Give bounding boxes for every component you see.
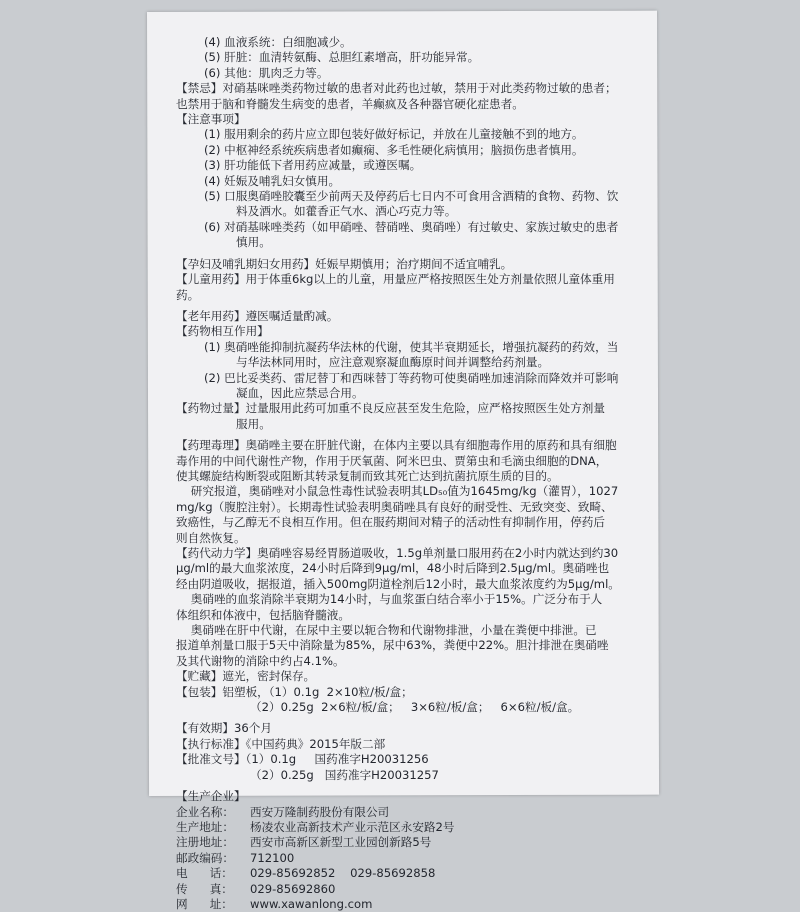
field-value: 西安市高新区新型工业园创新路5号	[250, 835, 432, 850]
pk-line: 奥硝唑在肝中代谢，在尿中主要以轭合物和代谢物排泄，小量在粪便中排泄。已	[176, 623, 597, 638]
section-pharmacology-toxicology	[176, 438, 646, 546]
section-storage: 【贮藏】遮光，密封保存。	[176, 669, 316, 684]
pk-line: 及其代谢物的消除中约占4.1%。	[176, 653, 345, 668]
caution-item: (1) 服用剩余的药片应立即包装好做好标记，并放在儿童接触不到的地方。	[204, 127, 584, 142]
field-value: 712100	[250, 850, 295, 865]
adverse-blood: (4) 血液系统：白细胞减少。	[204, 35, 352, 49]
section-elderly: 【老年用药】遵医嘱适量酌减。	[176, 308, 339, 323]
section-children	[176, 272, 646, 303]
overdose-line: 服用。	[236, 416, 271, 431]
section-pharmacokinetics	[176, 546, 646, 669]
section-overdose	[176, 401, 646, 432]
pharmtox-line: 则自然恢复。	[176, 530, 246, 545]
field-label: 邮政编码：	[176, 850, 234, 865]
production-address-row	[176, 820, 646, 835]
contra-line: 也禁用于脑和脊髓发生病变的患者，羊癫疯及各种器官硬化症患者。	[176, 96, 524, 111]
caution-item-cont: 料及酒水。如藿香正气水、酒心巧克力等。	[236, 204, 457, 219]
interaction-item: (2) 巴比妥类药、雷尼替丁和西咪替丁等药物可使奥硝唑加速消除而降效并可影响	[204, 370, 619, 385]
website-row	[176, 897, 646, 912]
caution-item: (4) 妊娠及哺乳妇女慎用。	[204, 173, 341, 188]
section-interactions	[176, 324, 646, 401]
approval-line: （2）0.25g 国药准字H20031257	[250, 767, 439, 782]
postal-code-row	[176, 851, 646, 866]
children-line: 药。	[176, 287, 200, 302]
leaflet-content	[176, 35, 646, 912]
pharmtox-line: 研究报道，奥硝唑对小鼠急性毒性试验表明其LD₅₀值为1645mg/kg（灌胃），1027	[176, 484, 619, 499]
children-line: 【儿童用药】用于体重6kg以上的儿童，用量应严格按照医生处方剂量依照儿童体重用	[176, 272, 615, 287]
caution-item: (3) 肝功能低下者用药应减量，或遵医嘱。	[204, 158, 422, 173]
section-approval	[176, 752, 646, 783]
phone-value: 029-85692852 029-85692858	[250, 866, 436, 881]
pharmtox-line: 毒作用的中间代谢性产物，作用于厌氧菌、阿米巴虫、贾第虫和毛滴虫细胞的DNA，	[176, 453, 608, 468]
caution-item: (2) 中枢神经系统疾病患者如癫痫、多毛性硬化病慎用；脑损伤患者慎用。	[204, 142, 584, 157]
section-pregnancy: 【孕妇及哺乳期妇女用药】妊娠早期慎用；治疗期间不适宜哺乳。	[176, 256, 513, 271]
phone-row	[176, 866, 646, 881]
adverse-liver: (5) 肝脏：血清转氨酶、总胆红素增高，肝功能异常。	[204, 50, 480, 65]
field-label: 生产地址：	[176, 819, 234, 834]
package-line: 【包装】铝塑板，（1）0.1g 2×10粒/板/盒；	[176, 684, 413, 699]
website-value: www.xawanlong.com	[250, 896, 373, 911]
fax-value: 029-85692860	[250, 881, 336, 896]
pk-line: 报道单剂量口服于5天中消除量为85%，尿中63%，粪便中22%。胆汁排泄在奥硝唑	[176, 638, 609, 653]
section-manufacturer	[176, 789, 646, 912]
pharmtox-line: 【药理毒理】奥硝唑主要在肝脏代谢，在体内主要以具有细胞毒作用的原药和具有细胞	[176, 438, 617, 453]
interaction-item-cont: 与华法林同用时，应注意观察凝血酶原时间并调整给药剂量。	[236, 355, 550, 370]
manufacturer-heading: 【生产企业】	[176, 789, 246, 804]
field-label: 注册地址：	[176, 835, 234, 850]
adverse-other: (6) 其他：肌肉乏力等。	[204, 65, 329, 80]
caution-item: (6) 对硝基咪唑类药（如甲硝唑、替硝唑、奥硝唑）有过敏史、家族过敏史的患者	[204, 219, 619, 234]
pk-line: 体组织和体液中，包括脑脊髓液。	[176, 607, 350, 622]
section-contraindications	[176, 81, 646, 112]
interaction-item: (1) 奥硝唑能抑制抗凝药华法林的代谢，使其半衰期延长，增强抗凝药的药效，当	[204, 339, 619, 354]
field-label: 传 真：	[176, 881, 233, 896]
field-label: 电 话：	[176, 866, 233, 881]
interactions-heading: 【药物相互作用】	[176, 324, 269, 339]
field-value: 西安万隆制药股份有限公司	[250, 804, 390, 819]
company-name-row	[176, 805, 646, 820]
field-label: 企业名称：	[176, 804, 234, 819]
pharmtox-line: 使其螺旋结构断裂或阻断其转录复制而致其死亡达到抗菌抗原生质的目的。	[176, 468, 559, 483]
field-value: 杨凌农业高新技术产业示范区永安路2号	[250, 819, 455, 834]
section-validity: 【有效期】36个月	[176, 721, 272, 736]
caution-item-cont: 慎用。	[236, 235, 271, 250]
pk-line: 奥硝唑的血浆消除半衰期为14小时，与血浆蛋白结合率小于15%。广泛分布于人	[176, 592, 603, 607]
section-standard: 【执行标准】《中国药典》2015年版二部	[176, 736, 386, 751]
section-package	[176, 685, 646, 716]
section-cautions	[176, 112, 646, 251]
contra-line: 【禁忌】对硝基咪唑类药物过敏的患者对此药也过敏，禁用于对此类药物过敏的患者；	[176, 81, 617, 96]
pharmtox-line: mg/kg（腹腔注射）。长期毒性试验表明奥硝唑具有良好的耐受性、无致突变、致畸、	[176, 499, 613, 514]
fax-row	[176, 882, 646, 897]
field-label: 网 址：	[176, 896, 233, 911]
package-line: （2）0.25g 2×6粒/板/盒； 3×6粒/板/盒； 6×6粒/板/盒。	[250, 700, 580, 715]
pk-line: μg/ml的最大血浆浓度，24小时后降到9μg/ml，48小时后降到2.5μg/ml。奥硝唑也	[176, 561, 610, 576]
pk-line: 经由阴道吸收，据报道，插入500mg阴道栓剂后12小时，最大血浆浓度约为5μg/ml。	[176, 576, 620, 591]
pk-line: 【药代动力学】奥硝唑容易经胃肠道吸收，1.5g单剂量口服用药在2小时内就达到约30	[176, 546, 619, 560]
interaction-item-cont: 凝血，因此应禁忌合用。	[236, 385, 364, 400]
pharmtox-line: 致癌性，与乙醇无不良相互作用。但在服药期间对精子的活动性有抑制作用，停药后	[176, 515, 605, 530]
caution-item: (5) 口服奥硝唑胶囊至少前两天及停药后七日内不可食用含酒精的食物、药物、饮	[204, 189, 619, 204]
approval-line: 【批准文号】（1）0.1g 国药准字H20031256	[176, 752, 429, 767]
registered-address-row	[176, 835, 646, 850]
overdose-line: 【药物过量】过量服用此药可加重不良反应甚至发生危险，应严格按照医生处方剂量	[176, 401, 605, 416]
cautions-heading: 【注意事项】	[176, 112, 246, 127]
